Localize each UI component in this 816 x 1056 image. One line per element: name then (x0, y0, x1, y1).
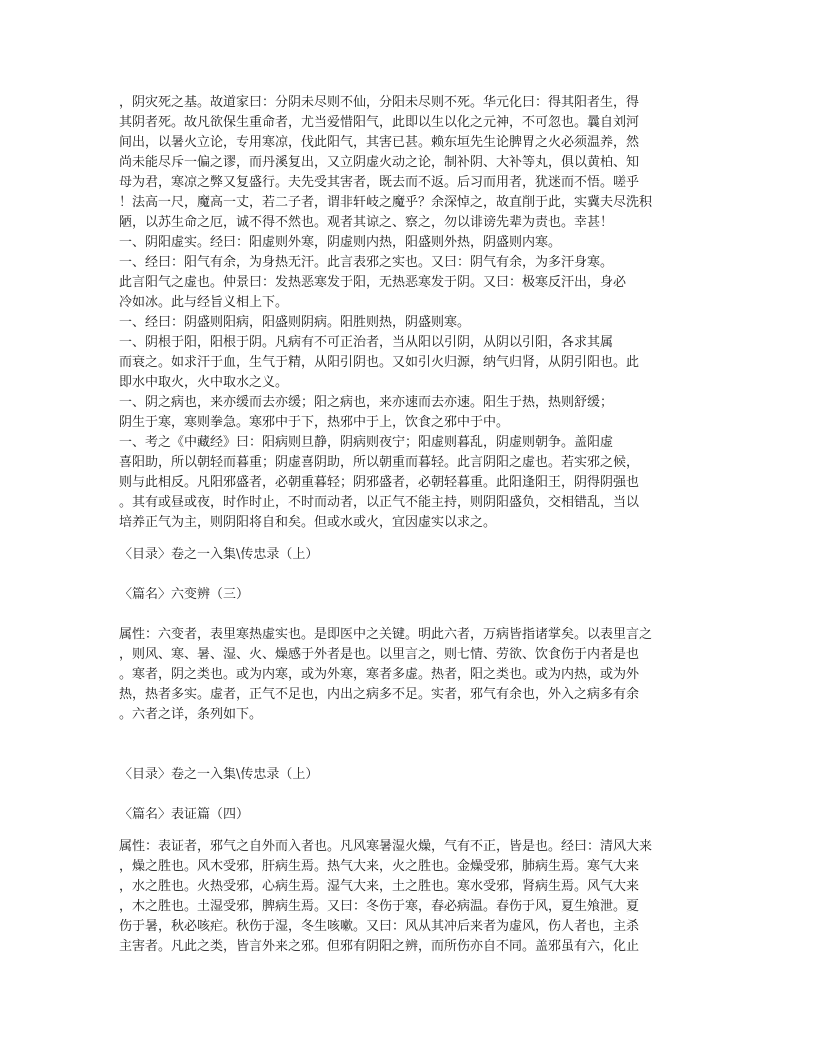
text-line: 间出，以暑火立论，专用寒凉，伐此阳气，其害已甚。赖东垣先生论脾胃之火必须温养，然 (119, 135, 640, 150)
text-line: 而衰之。如求汗于血，生气于精，从阳引阴也。又如引火归源，纳气归肾，从阴引阳也。此 (119, 355, 640, 370)
text-line: 一、考之《中藏经》曰：阳病则旦静，阴病则夜宁；阳虚则暮乱，阴虚则朝争。盖阳虚 (119, 435, 614, 450)
text-line: 一、经曰：阴盛则阳病，阳盛则阴病。阳胜则热，阴盛则寒。 (119, 315, 471, 330)
text-line: 属性：表证者，邪气之自外而入者也。凡风寒暑湿火燥，气有不正，皆是也。经曰：清风大来 (119, 839, 653, 854)
text-line: 伤于暑，秋必咳疟。秋伤于湿，冬生咳嗽。又曰：风从其冲后来者为虚风，伤人者也，主杀 (119, 919, 640, 934)
text-line: 一、阴根于阳，阳根于阴。凡病有不可正治者，当从阳以引阴，从阴以引阳，各求其属 (119, 335, 614, 350)
text-line: 即水中取火，火中取水之义。 (119, 375, 289, 390)
text-line: 主害者。凡此之类，皆言外来之邪。但邪有阴阳之辨，而所伤亦自不同。盖邪虽有六，化止 (119, 939, 640, 954)
text-line: 培养正气为主，则阴阳将自和矣。但或水或火，宜因虚实以求之。 (119, 515, 497, 530)
text-line: 一、阴之病也，来亦缓而去亦缓；阳之病也，来亦速而去亦速。阳生于热，热则舒缓； (119, 395, 614, 410)
text-line: 喜阳助，所以朝轻而暮重；阴虚喜阴助，所以朝重而暮轻。此言阴阳之虚也。若实邪之候， (119, 455, 640, 470)
text-line: 此言阳气之虚也。仲景曰：发热恶寒发于阳，无热恶寒发于阴。又曰：极寒反汗出，身必 (119, 275, 627, 290)
text-line: 阴生于寒，寒则拳急。寒邪中于下，热邪中于上，饮食之邪中于中。 (119, 415, 510, 430)
section2-text-block (119, 625, 699, 725)
text-line: 热，热者多实。虚者，正气不足也，内出之病多不足。实者，邪气有余也，外入之病多有余 (119, 687, 640, 702)
text-line: ，则风、寒、暑、湿、火、燥感于外者是也。以里言之，则七情、劳欲、饮食伤于内者是也 (119, 647, 640, 662)
text-line: 属性：六变者，表里寒热虚实也。是即医中之关键。明此六者，万病皆指诸掌矣。以表里言之 (119, 627, 653, 642)
text-line: 。六者之详，条列如下。 (119, 707, 263, 722)
text-line: ，燥之胜也。风木受邪，肝病生焉。热气大来，火之胜也。金燥受邪，肺病生焉。寒气大来 (119, 859, 640, 874)
text-line: 其阴者死。故凡欲保生重命者，尤当爱惜阳气，此即以生以化之元神，不可忽也。曩自刘河 (119, 115, 640, 130)
text-line: ，阴灾死之基。故道家曰：分阴未尽则不仙，分阳未尽则不死。华元化曰：得其阳者生，得 (119, 95, 640, 110)
page1-text-block (119, 93, 699, 533)
text-line: 冷如冰。此与经旨义相上下。 (119, 295, 289, 310)
chapter-title: 〈篇名〉六变辨（三） (119, 587, 250, 602)
text-line: ！法高一尺，魔高一丈，若二子者，谓非轩岐之魔乎？余深悼之，故直削于此，实冀夫尽洗积 (119, 195, 653, 210)
text-line: 母为君，寒凉之弊又复盛行。夫先受其害者，既去而不返。后习而用者，犹迷而不悟。嗟乎 (119, 175, 640, 190)
text-line: 陋，以苏生命之厄，诚不得不然也。观者其谅之、察之，勿以诽谤先辈为责也。幸甚！ (119, 215, 614, 230)
catalog-heading: 〈目录〉卷之一入集\传忠录（上） (119, 547, 319, 562)
text-line: ，水之胜也。火热受邪，心病生焉。湿气大来，土之胜也。寒水受邪，肾病生焉。风气大来 (119, 879, 640, 894)
section3-text-block (119, 837, 699, 957)
text-line: 尚未能尽斥一偏之谬，而丹溪复出，又立阴虚火动之论，制补阴、大补等丸，俱以黄柏、知 (119, 155, 640, 170)
text-line: 一、经曰：阳气有余，为身热无汗。此言表邪之实也。又曰：阴气有余，为多汗身寒。 (119, 255, 614, 270)
chapter-title: 〈篇名〉表证篇（四） (119, 807, 250, 822)
text-line: 则与此相反。凡阳邪盛者，必朝重暮轻；阴邪盛者，必朝轻暮重。此阳逢阳王，阴得阴强也 (119, 475, 640, 490)
text-line: 。寒者，阴之类也。或为内寒，或为外寒，寒者多虚。热者，阳之类也。或为内热，或为外 (119, 667, 640, 682)
catalog-heading: 〈目录〉卷之一入集\传忠录（上） (119, 767, 319, 782)
text-line: ，木之胜也。土湿受邪，脾病生焉。又曰：冬伤于寒，春必病温。春伤于风，夏生飧泄。夏 (119, 899, 640, 914)
text-line: 一、阴阳虚实。经曰：阳虚则外寒，阴虚则内热，阳盛则外热，阴盛则内寒。 (119, 235, 562, 250)
text-line: 。其有或昼或夜，时作时止，不时而动者，以正气不能主持，则阴阳盛负，交相错乱，当以 (119, 495, 640, 510)
